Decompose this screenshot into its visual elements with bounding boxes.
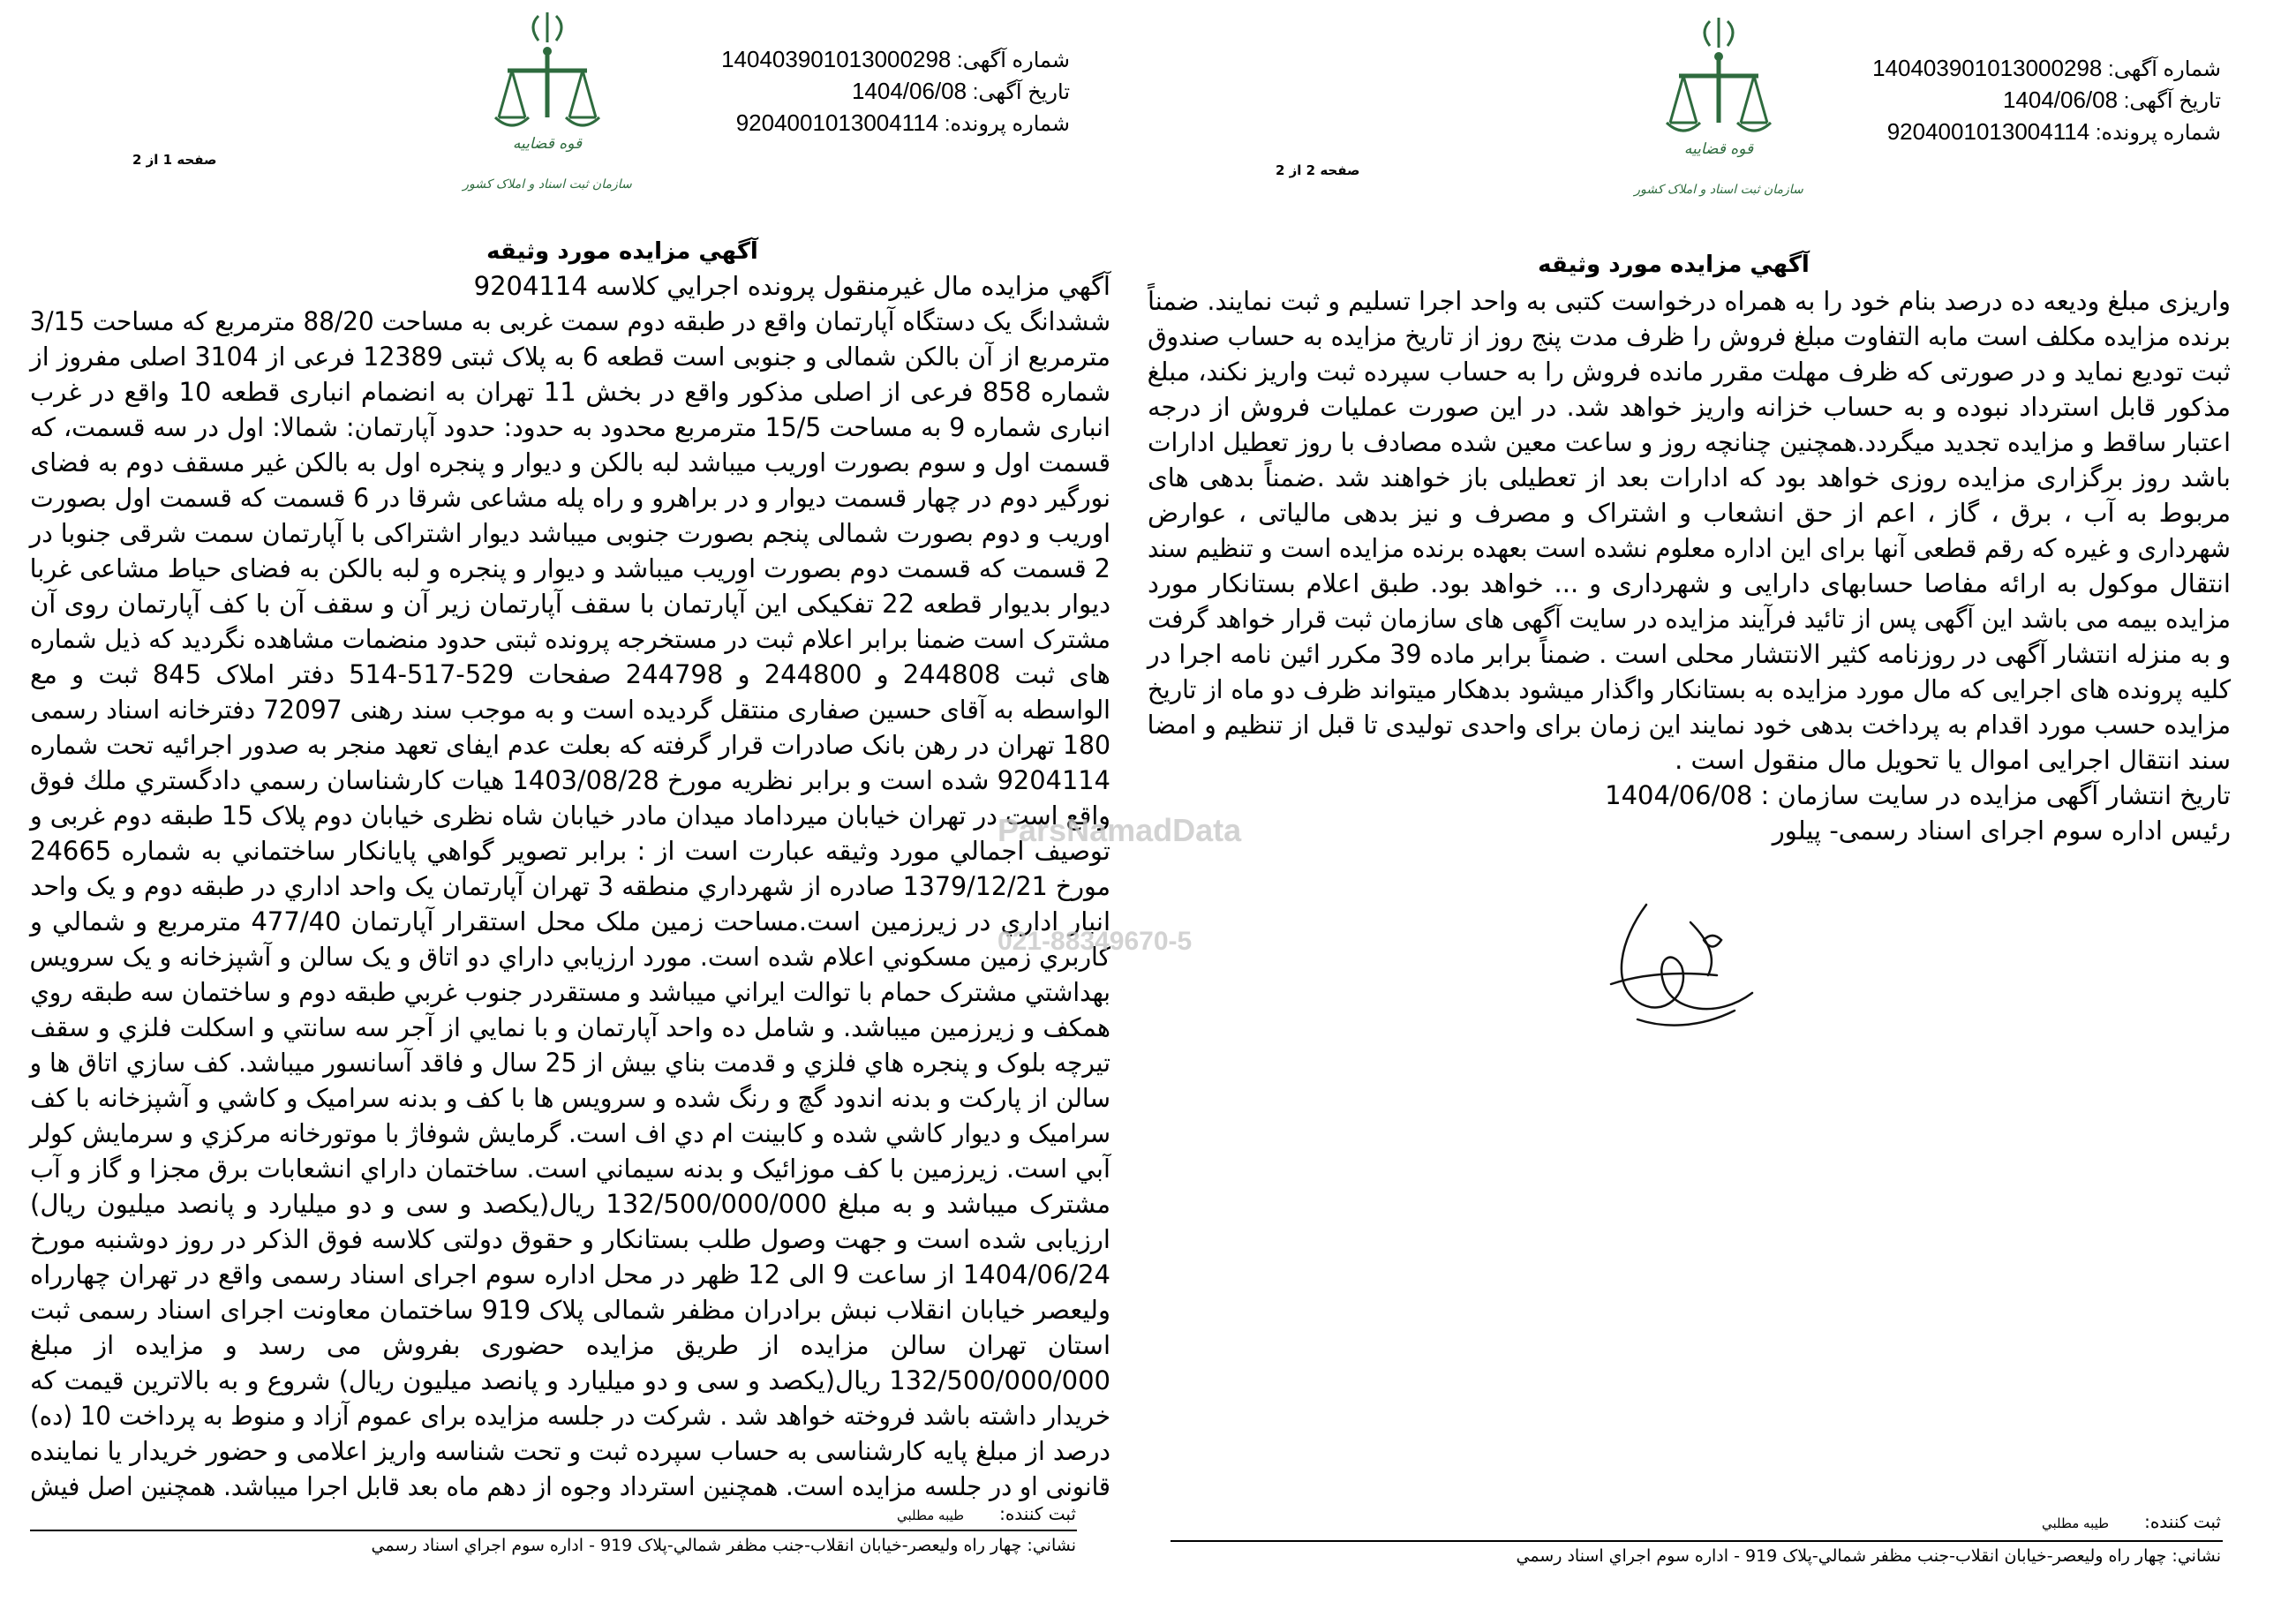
body-line: مذکور قابل استرداد نبوده و به حساب خزانه واریز خواهد شد. در این صورت عملیات فروش از درجه <box>1148 392 2231 422</box>
body-line: های ثبت 244808 و 244800 و 244798 صفحات 529-517-514 دفتر املاک 845 ثبت و مع <box>30 659 1110 689</box>
svg-text:سازمان ثبت اسناد و املاک کشور: سازمان ثبت اسناد و املاک کشور <box>463 177 632 192</box>
footer-address: نشاني: چهار راه وليعصر-خيابان انقلاب-جنب مظفر شمالي-پلاک 919 - اداره سوم اجراي اسناد رسمي <box>1516 1546 2221 1566</box>
ad-number: 140403901013000298 <box>1872 55 2103 81</box>
body-line: تاریخ انتشار آگهی مزایده در سایت سازمان : 1404/06/08 <box>1605 780 2231 810</box>
notice-title: آگهي مزايده مورد وثيقه <box>1538 252 1810 278</box>
judiciary-logo <box>463 7 632 197</box>
body-line: 2 قسمت که قسمت دوم بصورت اوریب میباشد و دیوار و پنجره و لبه بالکن به فضای حیاط مشاعی غربا <box>29 553 1110 583</box>
body-line: اوریب و دوم بصورت شمالی پنجم بصورت جنوبی میباشد دیوار اشتراکی با آپارتمان سمت شرقی جنوبا در <box>29 518 1110 548</box>
body-line: شهرداری و غیره که رقم قطعی آنها برای این اداره معلوم نشده است بعهده برنده مزایده است و تنظیم سند <box>1147 533 2231 563</box>
body-line: کاربري زمين مسکوني اعلام شده است. مورد ارزيابي داراي دو اتاق و يک سالن و آشپزخانه و يک سرويس <box>29 942 1110 972</box>
body-line: مورخ 1379/12/21 صادره از شهرداري منطقه 3 تهران آپارتمان يک واحد اداري در طبقه دوم و يک واحد <box>30 871 1110 901</box>
body-line: باشد روز برگزاری مزایده روزی خواهد بود که ادارات بعد از تعطیلی باز خواهند شد .ضمناً بدهی های <box>1148 462 2231 492</box>
body-line: انتقال موکول به ارائه مفاصا حسابهای دارایی و شهرداری و ... خواهد بود. طبق اعلام بستانکار مورد <box>1148 568 2231 598</box>
ad-date: 1404/06/08 <box>2002 86 2119 113</box>
ad-date-label: تاریخ آگهی: <box>972 80 1070 104</box>
notice-header <box>721 44 1070 139</box>
case-number: 9204001013004114 <box>735 109 939 136</box>
body-line: آگهي مزايده مال غيرمنقول پرونده اجرايي کلاسه 9204114 <box>473 271 1110 301</box>
notice-title: آگهي مزايده مورد وثيقه <box>486 238 758 265</box>
registrar <box>897 1503 1076 1524</box>
footer-address: نشاني: چهار راه وليعصر-خيابان انقلاب-جنب مظفر شمالي-پلاک 919 - اداره سوم اجراي اسناد رسمي <box>371 1536 1076 1555</box>
footer-divider <box>30 1530 1077 1531</box>
body-line: انبار اداري در زيرزمين است.مساحت زمين ملک محل استقرار آپارتمان 477/40 مترمربع و شمالي و <box>30 906 1110 936</box>
case-number-row <box>721 108 1070 139</box>
body-line: آبي است. زيرزمين با کف موزائيک و بدنه سيماني است. ساختمان داراي انشعابات برق مجزا و گاز و آب <box>29 1154 1111 1184</box>
registrar-label: ثبت کننده: <box>999 1503 1076 1524</box>
body-line: مربوط به آب ، برق ، گاز ، اعم از حق انشعاب و اشتراک و مصرف و نیز بدهی مالیاتی ، عوارض <box>1148 498 2231 528</box>
body-line: کلیه پرونده های اجرایی که مال مورد مزایده به بستانکار واگذار میشود بدهکار میتواند ظرف دو ماه از تاریخ <box>1147 674 2231 704</box>
body-line: دیوار بدیوار قطعه 22 تفکیکی این آپارتمان با سقف آپارتمان زیر آن و سقف آن با کف آپارتمان روی آن <box>30 589 1110 619</box>
body-line: 132/500/000/000 ریال(یکصد و سی و دو میلیارد و پانصد میلیون ریال) شروع و به بالاترین قیمت که <box>30 1365 1110 1395</box>
body-line: مزایده حسب مورد اقدام به پرداخت بدهی خود نمایند این زمان برای واحدی تولیدی تا قبل از تنظیم و امضا <box>1147 710 2231 740</box>
ad-date-label: تاریخ آگهی: <box>2123 89 2221 113</box>
body-line: انباری شماره 9 به مساحت 15/5 مترمربع محدود به حدود: حدود آپارتمان: شمالا: اول در سه قسمت، که <box>30 412 1110 442</box>
body-line: توصيف اجمالي مورد وثيقه عبارت است از : برابر تصوير گواهي پايانکار ساختماني به شماره 24665 <box>30 836 1110 866</box>
body-line: 180 تهران در رهن بانک صادرات قرار گرفته که بعلت عدم ایفای تعهد منجر به صدور اجرائیه تحت شماره <box>29 730 1110 760</box>
body-line: نورگیر دوم در چهار قسمت دیوار و در براهرو و راه پله مشاعی شرقا در 6 قسمت که قسمت اول بصورت <box>30 483 1110 513</box>
registrar-name: طيبه مطلبي <box>896 1507 965 1523</box>
body-line: برنده مزایده مکلف است مابه التفاوت مبلغ فروش را ظرف مدت پنج روز از تاریخ مزایده به حساب صندوق <box>1148 321 2231 351</box>
svg-text:قوه قضاییه: قوه قضاییه <box>1683 140 1754 158</box>
case-number: 9204001013004114 <box>1886 118 2090 145</box>
body-line: 9204114 شده است و برابر نظریه مورخ 1403/08/28 هيات کارشناسان رسمي دادگستري ملك فوق <box>30 765 1110 795</box>
judiciary-logo <box>1634 12 1803 202</box>
body-line: سند انتقال اجرایی اموال یا تحویل مال منقول است . <box>1675 745 2231 775</box>
body-line: ولیعصر خیابان انقلاب نبش برادران مظفر شمالی پلاک 919 ساختمان معاونت اجرای اسناد رسمی ثبت <box>30 1295 1110 1325</box>
body-line: الواسطه به آقای حسین صفاری منتقل گردیده است و به موجب سند رهنی 72097 دفترخانه اسناد رسمی <box>30 695 1110 725</box>
body-line: ششدانگ یک دستگاه آپارتمان واقع در طبقه دوم سمت غربی به مساحت 88/20 مترمربع که مساحت 3/15 <box>29 306 1110 336</box>
watermark-brand: ParsNamadData <box>997 812 1242 848</box>
body-line: تيرچه بلوک و پنجره هاي فلزي و قدمت بناي بيش از 25 سال و فاقد آسانسور ميباشد. کف سازي اتاق ها و <box>29 1048 1110 1078</box>
ad-number-label: شماره آگهی: <box>2108 57 2221 81</box>
notice-page-2 <box>997 0 2296 1609</box>
body-line: 1404/06/24 از ساعت 9 الی 12 ظهر در محل اداره سوم اجرای اسناد رسمی واقع در تهران چهارراه <box>30 1259 1110 1289</box>
body-line: استان تهران سالن مزایده از طریق مزایده حضوری بفروش می رسد و مزایده از مبلغ <box>30 1330 1110 1360</box>
body-line: ارزيابی شده است و جهت وصول طلب بستانکار و حقوق دولتی کلاسه فوق الذکر در روز دوشنبه مورخ <box>30 1224 1110 1254</box>
ad-number-row <box>721 44 1070 76</box>
page-label: صفحه 2 از 2 <box>1276 162 1360 178</box>
body-line: مترمربع از آن بالکن شمالی و جنوبی است قطعه 6 به پلاک ثبتی 12389 فرعی از 3104 اصلی مفروز از <box>30 342 1110 372</box>
watermark-phone: 021-88349670-5 <box>997 927 1193 956</box>
svg-text:سازمان ثبت اسناد و املاک کشور: سازمان ثبت اسناد و املاک کشور <box>1634 183 1803 197</box>
body-line: اعتبار ساقط و مزایده تجدید میگردد.همچنین چنانچه روز و ساعت معین شده مصادف با روز تعطیل ادارات <box>1147 427 2231 457</box>
body-line: مشترک است ضمنا برابر اعلام ثبت در مستخرجه پرونده ثبتی حدود منضمات مشاهده نگردید که ذیل شماره <box>29 624 1110 654</box>
body-line: واقع است در تهران خیابان میرداماد میدان مادر خیابان شاه نظری خیابان دوم پلاک 15 طبقه دوم غربی و <box>29 801 1111 831</box>
body-line: بهداشتي مشترک حمام با توالت ايراني ميباشد و مستقردر جنوب غربي طبقه دوم و ساختمان سه طبقه روي <box>30 977 1111 1007</box>
body-line: درصد از مبلغ پایه کارشناسی به حساب سپرده ثبت و تحت شناسه واریز اعلامی و حضور خریدار یا نماینده <box>29 1436 1110 1466</box>
body-line: همکف و زيرزمين ميباشد. و شامل ده واحد آپارتمان و با نمايي از آجر سه سانتي و اسکلت فلزي و سقف <box>30 1012 1111 1042</box>
body-line: قسمت اول و سوم بصورت اوریب میباشد لبه بالکن و دیوار و پنجره اول به بالکن غیر مسقف دوم به فضای <box>30 447 1110 477</box>
body-line: واریزی مبلغ ودیعه ده درصد بنام خود را به همراه درخواست کتبی به واحد اجرا تسلیم و ثبت نمایند. ضمناً <box>1148 286 2231 316</box>
registrar-label: ثبت کننده: <box>2144 1511 2221 1532</box>
body-line: قانونی او در جلسه مزایده است. همچنین استرداد وجوه از دهم ماه بعد قابل اجرا میباشد. همچنین اصل فیش <box>30 1471 1111 1501</box>
signature <box>1585 887 1765 1041</box>
body-line: ثبت تودیع نماید و در صورتی که ظرف مهلت مقرر مانده فروش را به حساب سپرده ثبت واریز نکند، مبلغ <box>1147 357 2231 387</box>
body-line: مشترک ميباشد و به مبلغ 132/500/000/000 ريال(يکصد و سی و دو ميليارد و پانصد ميليون ريال) <box>30 1189 1110 1219</box>
case-number-label: شماره پرونده: <box>2095 121 2221 145</box>
page-label: صفحه 1 از 2 <box>132 152 217 168</box>
ad-number-label: شماره آگهی: <box>957 49 1070 72</box>
notice-page-1 <box>0 0 1139 1609</box>
registrar-name: طيبه مطلبي <box>2041 1515 2110 1531</box>
notice-header <box>1872 53 2221 148</box>
ad-number: 140403901013000298 <box>721 46 952 72</box>
footer-divider <box>1171 1540 2223 1542</box>
ad-number-row <box>1872 53 2221 85</box>
body-line: شماره 858 فرعی از اصلی مذکور واقع در بخش 11 تهران به انضمام انباری قطعه 10 واقع در غرب <box>30 377 1110 407</box>
ad-date-row <box>1872 85 2221 117</box>
body-line: سالن از پارکت و بدنه اندود گچ و رنگ شده و سرويس ها با کف و بدنه سراميک و کاشي و آشپزخانه با کف <box>30 1083 1110 1113</box>
notice-body <box>30 268 1110 1504</box>
body-line: و به منزله انتشار آگهی در روزنامه کثیر الانتشار محلی است . ضمناً برابر ماده 39 مکرر ائین نامه اجرا در <box>1147 639 2231 669</box>
body-line: مزایده بیمه می باشد این آگهی پس از تائید فرآیند مزایده در سایت آگهی های سازمان ثبت قرار خواهد گرفت <box>1148 604 2231 634</box>
ad-date-row <box>721 76 1070 108</box>
ad-date: 1404/06/08 <box>851 78 967 104</box>
body-line: خریدار داشته باشد فروخته خواهد شد . شرکت در جلسه مزایده برای عموم آزاد و منوط به پرداخت 10 (ده) <box>30 1401 1110 1431</box>
notice-body <box>1148 283 2231 848</box>
body-line: رئیس اداره سوم اجرای اسناد رسمی- پیلور <box>1772 816 2231 846</box>
case-number-row <box>1872 117 2221 148</box>
body-line: سراميک و ديوار کاشي شده و کابينت ام دي اف است. گرمايش شوفاژ با موتورخانه مرکزي و سرمايش کولر <box>29 1118 1111 1148</box>
svg-text:قوه قضاییه: قوه قضاییه <box>512 135 583 153</box>
registrar <box>2042 1511 2221 1532</box>
case-number-label: شماره پرونده: <box>944 112 1070 136</box>
